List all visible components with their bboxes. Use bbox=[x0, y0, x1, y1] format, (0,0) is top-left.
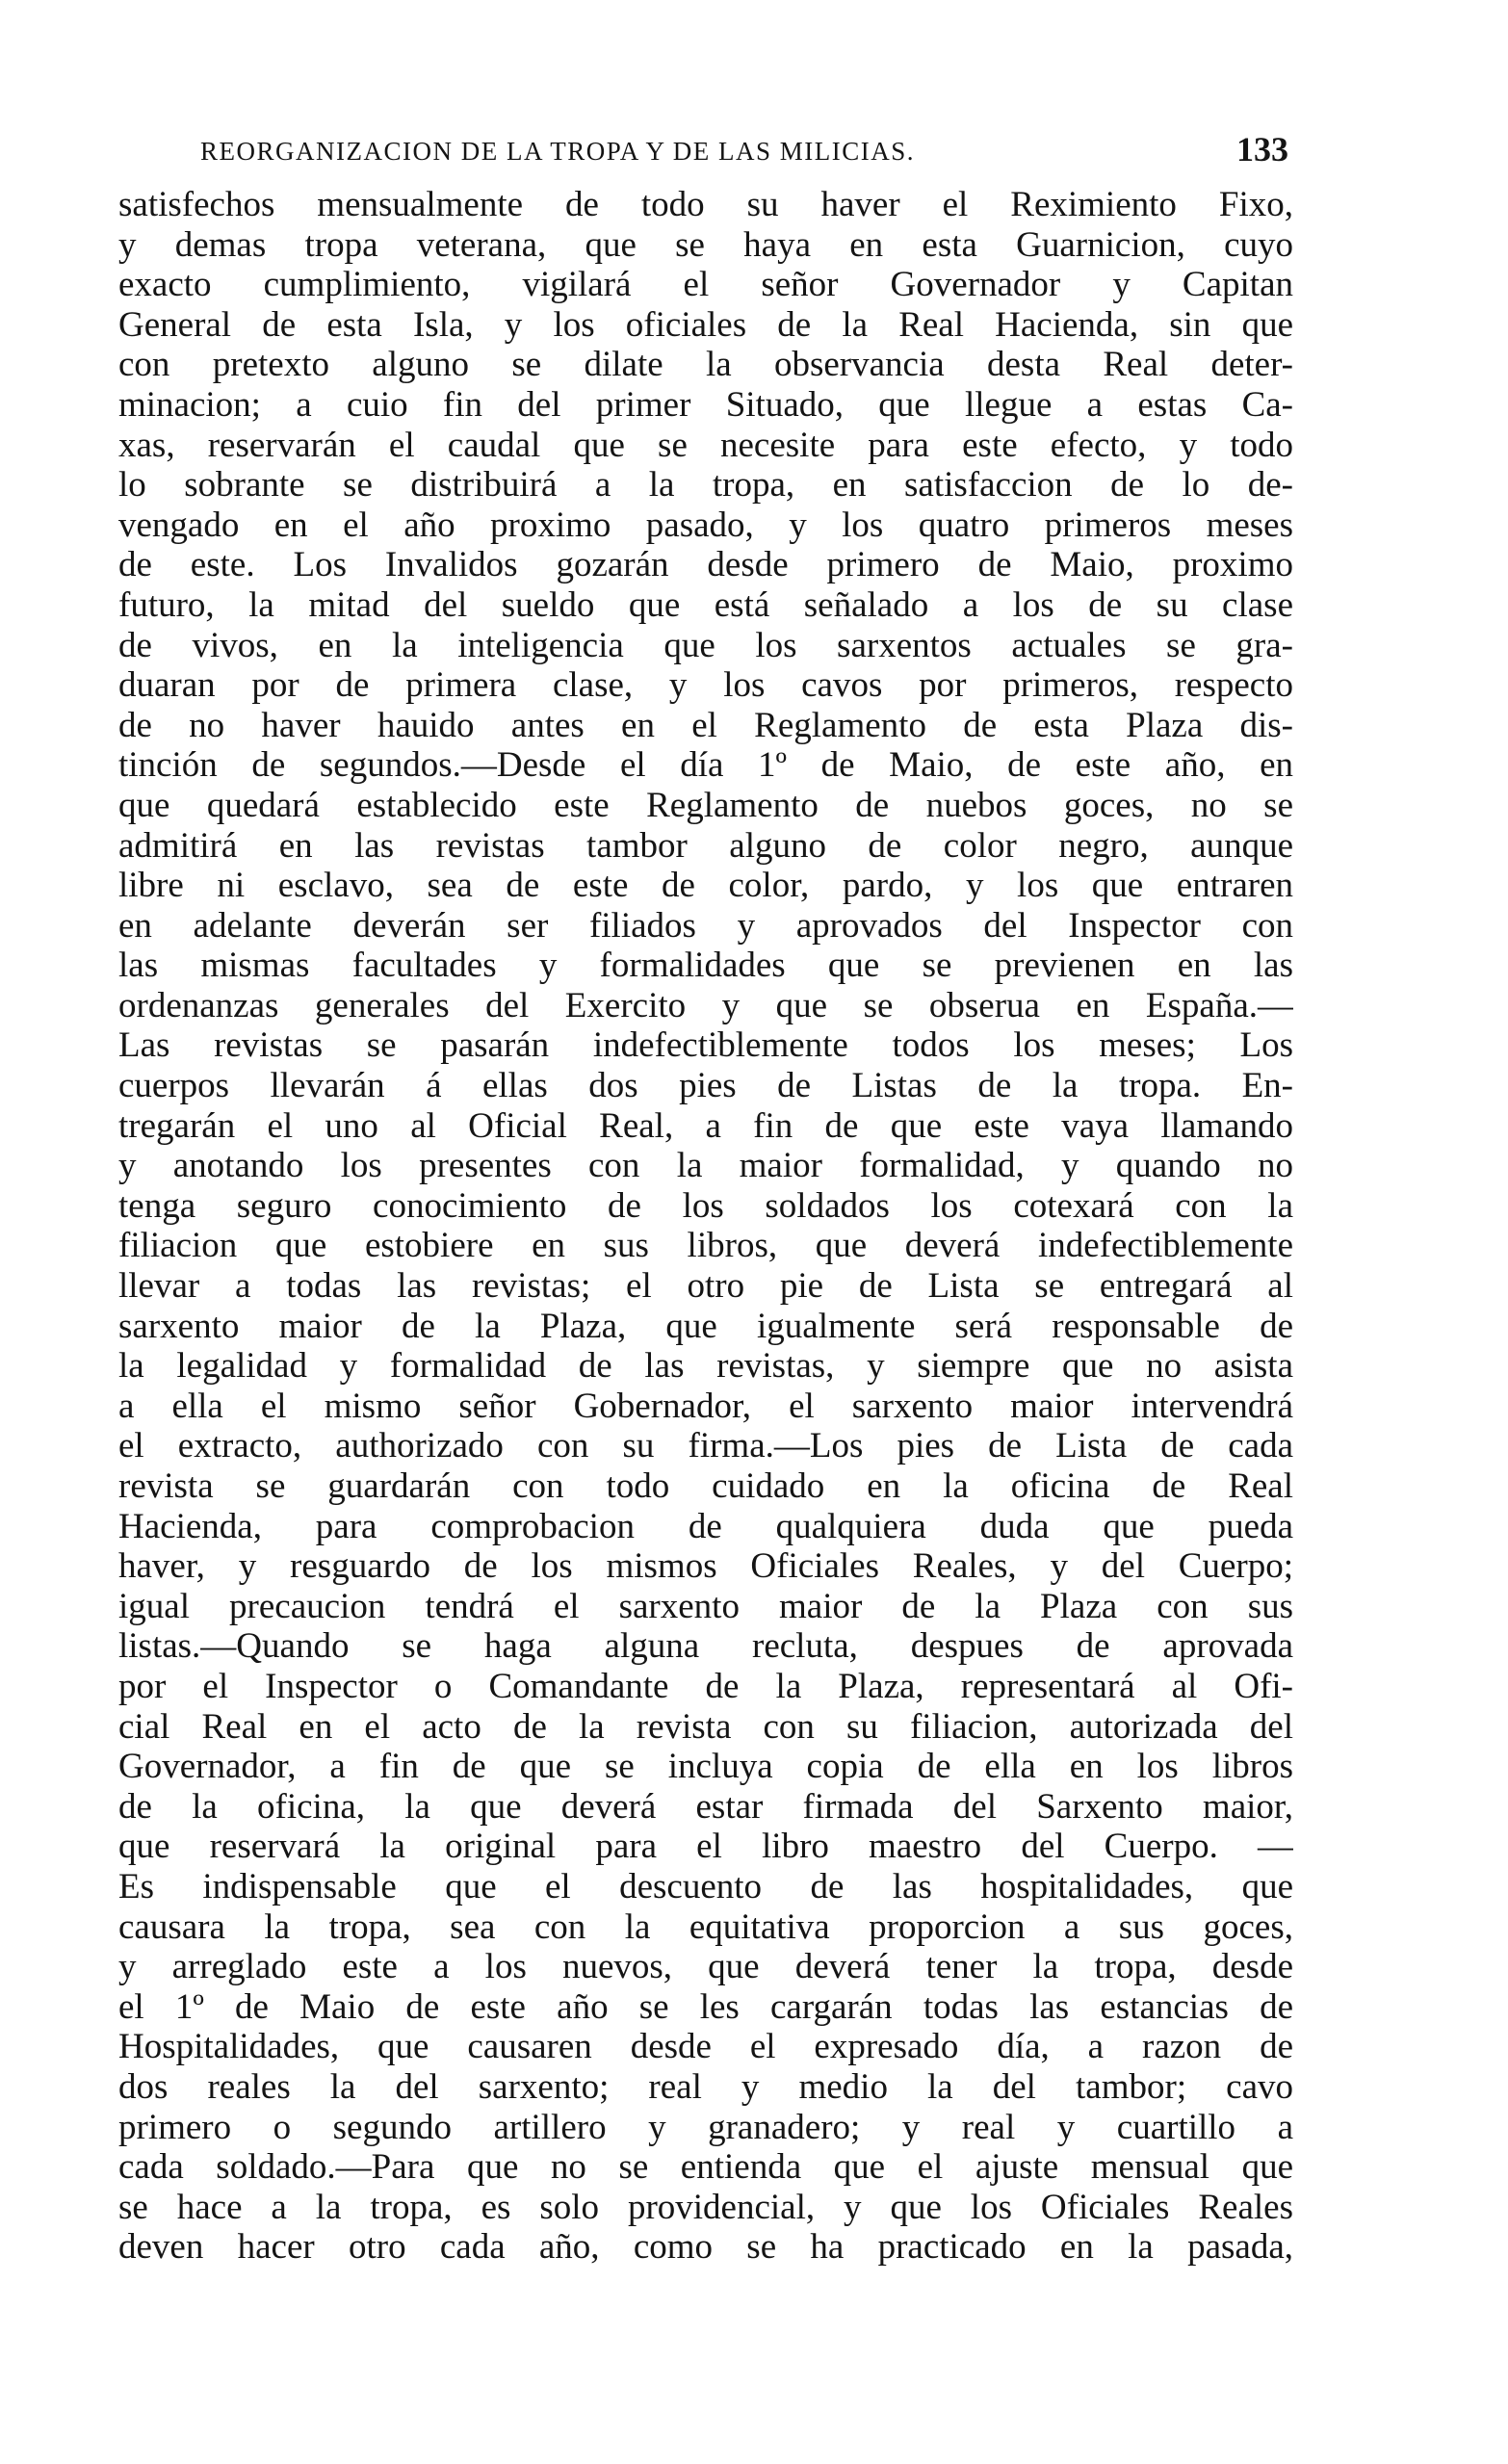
running-title: REORGANIZACION DE LA TROPA Y DE LAS MILICIAS. bbox=[200, 137, 916, 166]
text-line: vengado en el año proximo pasado, y los quatro primeros meses bbox=[118, 505, 1293, 545]
text-line: dos reales la del sarxento; real y medio la del tambor; cavo bbox=[118, 2066, 1293, 2107]
text-line: minacion; a cuio fin del primer Situado, que llegue a estas Ca- bbox=[118, 384, 1293, 425]
body-text bbox=[118, 185, 1293, 2268]
running-head bbox=[123, 125, 1288, 175]
text-line: y anotando los presentes con la maior formalidad, y quando no bbox=[118, 1146, 1293, 1186]
text-line: admitirá en las revistas tambor alguno de color negro, aunque bbox=[118, 825, 1293, 866]
text-line: a ella el mismo señor Gobernador, el sarxento maior intervendrá bbox=[118, 1386, 1293, 1426]
text-line: deven hacer otro cada año, como se ha practicado en la pasada, bbox=[118, 2227, 1293, 2268]
text-line: con pretexto alguno se dilate la observancia desta Real deter- bbox=[118, 345, 1293, 385]
text-line: cada soldado.—Para que no se entienda que el ajuste mensual que bbox=[118, 2147, 1293, 2188]
text-line: General de esta Isla, y los oficiales de la Real Hacienda, sin que bbox=[118, 304, 1293, 345]
text-line: tenga seguro conocimiento de los soldados los cotexará con la bbox=[118, 1185, 1293, 1226]
text-line: cuerpos llevarán á ellas dos pies de Listas de la tropa. En- bbox=[118, 1066, 1293, 1106]
text-line: Hospitalidades, que causaren desde el expresado día, a razon de bbox=[118, 2027, 1293, 2067]
text-line: que quedará establecido este Reglamento de nuebos goces, no se bbox=[118, 785, 1293, 825]
text-line: lo sobrante se distribuirá a la tropa, en satisfaccion de lo de- bbox=[118, 465, 1293, 506]
text-line: Hacienda, para comprobacion de qualquiera duda que pueda bbox=[118, 1506, 1293, 1546]
text-line: causara la tropa, sea con la equitativa proporcion a sus goces, bbox=[118, 1906, 1293, 1947]
text-line: el 1º de Maio de este año se les cargarán todas las estancias de bbox=[118, 1986, 1293, 2027]
text-line: de la oficina, la que deverá estar firmada del Sarxento maior, bbox=[118, 1786, 1293, 1827]
text-line: se hace a la tropa, es solo providencial, y que los Oficiales Reales bbox=[118, 2187, 1293, 2227]
text-line: de no haver hauido antes en el Reglamento de esta Plaza dis- bbox=[118, 705, 1293, 745]
text-line: tregarán el uno al Oficial Real, a fin de que este vaya llamando bbox=[118, 1105, 1293, 1146]
text-line: de este. Los Invalidos gozarán desde primero de Maio, proximo bbox=[118, 545, 1293, 585]
text-line: en adelante deverán ser filiados y aprovados del Inspector con bbox=[118, 905, 1293, 946]
text-line: ordenanzas generales del Exercito y que se obserua en España.— bbox=[118, 985, 1293, 1025]
text-line: que reservará la original para el libro maestro del Cuerpo. — bbox=[118, 1827, 1293, 1867]
text-line: revista se guardarán con todo cuidado en la oficina de Real bbox=[118, 1466, 1293, 1506]
text-line: sarxento maior de la Plaza, que igualmente será responsable de bbox=[118, 1306, 1293, 1346]
text-line: las mismas facultades y formalidades que se previenen en las bbox=[118, 946, 1293, 986]
text-line: y demas tropa veterana, que se haya en esta Guarnicion, cuyo bbox=[118, 224, 1293, 265]
text-line: libre ni esclavo, sea de este de color, pardo, y los que entraren bbox=[118, 866, 1293, 906]
text-line: filiacion que estobiere en sus libros, que deverá indefectiblemente bbox=[118, 1226, 1293, 1266]
text-line: llevar a todas las revistas; el otro pie de Lista se entregará al bbox=[118, 1266, 1293, 1307]
text-line: la legalidad y formalidad de las revistas, y siempre que no asista bbox=[118, 1346, 1293, 1387]
page-number: 133 bbox=[1236, 130, 1288, 169]
text-line: igual precaucion tendrá el sarxento maior de la Plaza con sus bbox=[118, 1586, 1293, 1626]
text-line: haver, y resguardo de los mismos Oficiales Reales, y del Cuerpo; bbox=[118, 1546, 1293, 1587]
text-line: Governador, a fin de que se incluya copia de ella en los libros bbox=[118, 1747, 1293, 1787]
text-line: primero o segundo artillero y granadero; y real y cuartillo a bbox=[118, 2107, 1293, 2147]
text-line: listas.—Quando se haga alguna recluta, despues de aprovada bbox=[118, 1626, 1293, 1667]
text-line: xas, reservarán el caudal que se necesite para este efecto, y todo bbox=[118, 425, 1293, 465]
text-line: futuro, la mitad del sueldo que está señalado a los de su clase bbox=[118, 584, 1293, 625]
text-line: Las revistas se pasarán indefectiblemente todos los meses; Los bbox=[118, 1025, 1293, 1066]
text-line: de vivos, en la inteligencia que los sarxentos actuales se gra- bbox=[118, 625, 1293, 665]
text-line: satisfechos mensualmente de todo su haver el Reximiento Fixo, bbox=[118, 185, 1293, 224]
text-line: y arreglado este a los nuevos, que deverá tener la tropa, desde bbox=[118, 1947, 1293, 1987]
text-line: duaran por de primera clase, y los cavos por primeros, respecto bbox=[118, 665, 1293, 706]
text-line: Es indispensable que el descuento de las hospitalidades, que bbox=[118, 1866, 1293, 1906]
text-line: por el Inspector o Comandante de la Plaza, representará al Ofi- bbox=[118, 1666, 1293, 1706]
text-line: el extracto, authorizado con su firma.—Los pies de Lista de cada bbox=[118, 1426, 1293, 1466]
text-line: exacto cumplimiento, vigilará el señor Governador y Capitan bbox=[118, 265, 1293, 305]
text-line: tinción de segundos.—Desde el día 1º de Maio, de este año, en bbox=[118, 745, 1293, 786]
text-line: cial Real en el acto de la revista con su filiacion, autorizada del bbox=[118, 1706, 1293, 1747]
